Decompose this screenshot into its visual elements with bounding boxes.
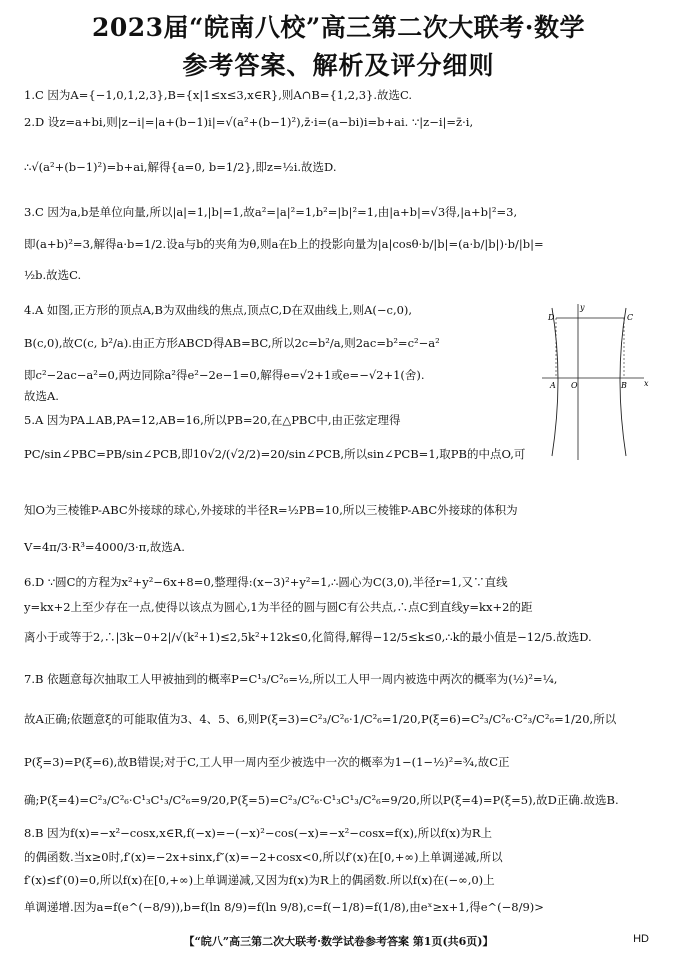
point-a-label: A <box>550 381 556 390</box>
answer-line: f′(x)≤f′(0)=0,所以f(x)在[0,+∞)上单调递减,又因为f(x)为R上的偶函数.所以f(x)在(−∞,0)上 <box>24 873 495 887</box>
answer-line: P(ξ=3)=P(ξ=6),故B错误;对于C,工人甲一周内至少被选中一次的概率为1−(1−½)²=¾,故C正 <box>24 755 510 769</box>
answer-line: 即c²−2ac−a²=0,两边同除a²得e²−2e−1=0,解得e=√2+1或e=−√2+1(舍). <box>24 368 425 382</box>
answer-line: B(c,0),故C(c, b²/a).由正方形ABCD得AB=BC,所以2c=b²/a,则2ac=b²=c²−a² <box>24 336 440 350</box>
answer-line: 1.C 因为A={−1,0,1,2,3},B={x|1≤x≤3,x∈R},则A∩B={1,2,3}.故选C. <box>24 88 413 102</box>
answer-line: 3.C 因为a,b是单位向量,所以|a|=1,|b|=1,故a²=|a|²=1,b²=|b|²=1,由|a+b|=√3得,|a+b|²=3, <box>24 205 518 219</box>
page-subtitle: 参考答案、解析及评分细则 <box>182 51 495 80</box>
answer-line: 7.B 依题意每次抽取工人甲被抽到的概率P=C¹₃/C²₆=½,所以工人甲一周内被选中两次的概率为(½)²=¼, <box>24 672 558 686</box>
origin-label: O <box>571 381 578 390</box>
hyperbola-figure <box>540 300 652 460</box>
page-footer: 【“皖八”高三第二次大联考·数学试卷参考答案 第1页(共6页)】 <box>183 935 494 948</box>
answer-line: 5.A 因为PA⊥AB,PA=12,AB=16,所以PB=20,在△PBC中,由正弦定理得 <box>24 413 401 427</box>
answer-line: 离小于或等于2,∴|3k−0+2|/√(k²+1)≤2,5k²+12k≤0,化简得,解得−12/5≤k≤0,∴k的最小值是−12/5.故选D. <box>24 630 592 644</box>
point-b-label: B <box>621 381 627 390</box>
point-d-label: D <box>548 313 555 322</box>
y-axis-label: y <box>580 303 585 312</box>
answer-line: y=kx+2上至少存在一点,使得以该点为圆心,1为半径的圆与圆C有公共点,∴点C到直线y=kx+2的距 <box>24 600 533 614</box>
answer-line: 确;P(ξ=4)=C²₃/C²₆·C¹₃C¹₃/C²₆=9/20,P(ξ=5)=C²₃/C²₆·C¹₃C¹₃/C²₆=9/20,所以P(ξ=4)=P(ξ=5),故D正确.故选B. <box>24 793 619 807</box>
answer-line: 即(a+b)²=3,解得a·b=1/2.设a与b的夹角为θ,则a在b上的投影向量为|a|cosθ·b/|b|=(a·b/|b|)·b/|b|= <box>24 237 544 251</box>
answer-line: 故选A. <box>24 389 59 403</box>
answer-line: ∴√(a²+(b−1)²)=b+ai,解得{a=0, b=1/2},即z=½i.故选D. <box>24 160 337 174</box>
x-axis-label: x <box>644 379 649 388</box>
answer-line: 的偶函数.当x≥0时,f′(x)=−2x+sinx,f″(x)=−2+cosx<0,所以f′(x)在[0,+∞)上单调递减,所以 <box>24 850 503 864</box>
answer-line: V=4π/3·R³=4000/3·π,故选A. <box>24 540 185 554</box>
point-c-label: C <box>627 313 634 322</box>
footer-code: HD <box>633 933 649 945</box>
answer-line: PC/sin∠PBC=PB/sin∠PCB,即10√2/(√2/2)=20/sin∠PCB,所以sin∠PCB=1,取PB的中点O,可 <box>24 447 526 461</box>
answer-line: 6.D ∵圆C的方程为x²+y²−6x+8=0,整理得:(x−3)²+y²=1,∴圆心为C(3,0),半径r=1,又∵直线 <box>24 575 508 589</box>
answer-line: 8.B 因为f(x)=−x²−cosx,x∈R,f(−x)=−(−x)²−cos(−x)=−x²−cosx=f(x),所以f(x)为R上 <box>24 826 492 840</box>
answer-line: 单调递增.因为a=f(e^(−8/9)),b=f(ln 8/9)=f(ln 9/8),c=f(−1/8)=f(1/8),由eˣ≥x+1,得e^(−8/9)> <box>24 900 544 914</box>
page-title: 2023届“皖南八校”高三第二次大联考·数学 <box>91 13 586 42</box>
answer-line: 知O为三棱锥P-ABC外接球的球心,外接球的半径R=½PB=10,所以三棱锥P-ABC外接球的体积为 <box>24 503 518 517</box>
answer-line: 4.A 如图,正方形的顶点A,B为双曲线的焦点,顶点C,D在双曲线上,则A(−c,0), <box>24 303 413 317</box>
answer-line: 2.D 设z=a+bi,则|z−i|=|a+(b−1)i|=√(a²+(b−1)²),z̄·i=(a−bi)i=b+ai. ∵|z−i|=z̄·i, <box>24 115 474 129</box>
answer-line: 故A正确;依题意ξ的可能取值为3、4、5、6,则P(ξ=3)=C²₃/C²₆·1/C²₆=1/20,P(ξ=6)=C²₃/C²₆·C²₃/C²₆=1/20,所以 <box>24 712 617 726</box>
answer-line: ½b.故选C. <box>24 268 82 282</box>
